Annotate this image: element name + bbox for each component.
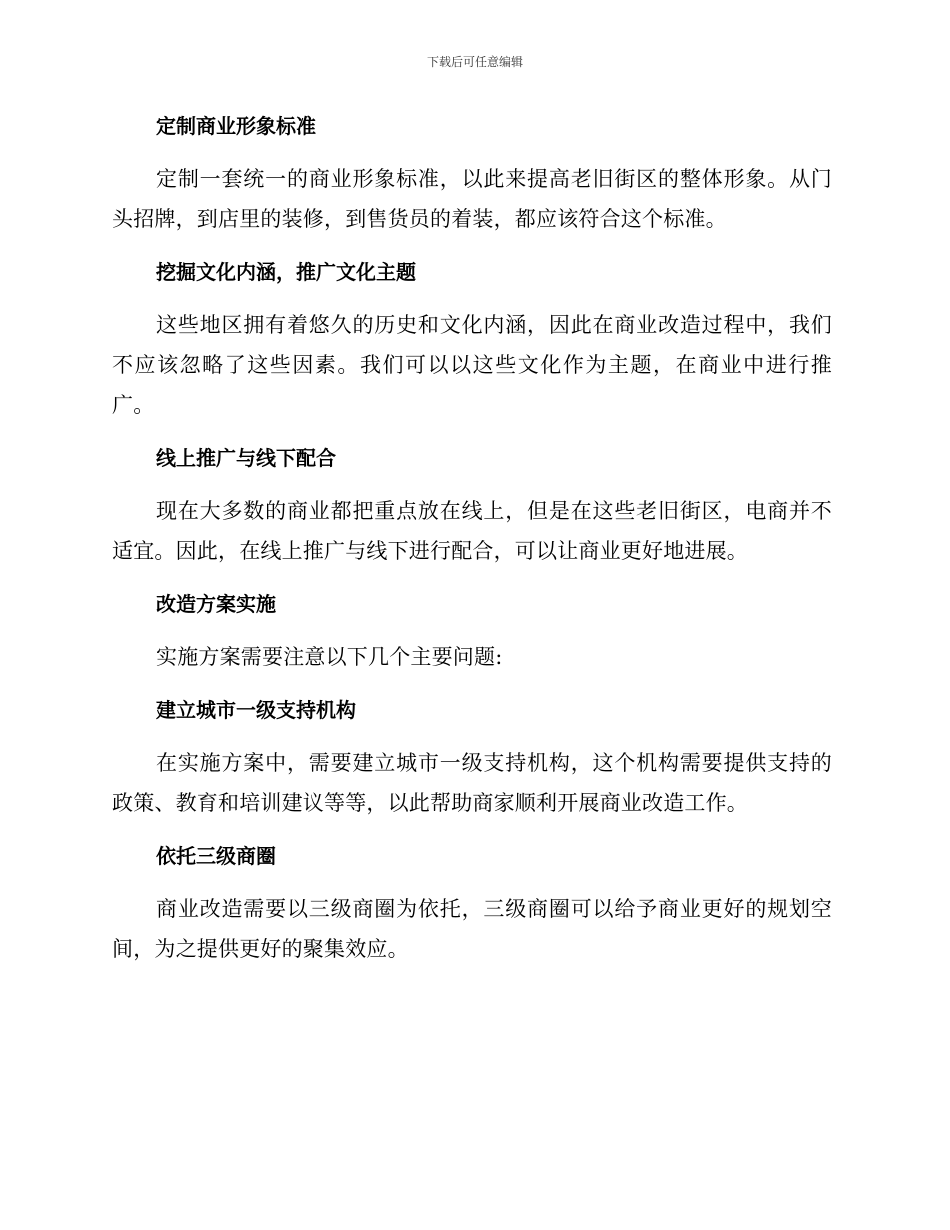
section-heading-implementation: 改造方案实施 — [156, 592, 276, 616]
section-heading-business-circle: 依托三级商圈 — [156, 844, 276, 868]
section-body-implementation: 实施方案需要注意以下几个主要问题: — [156, 645, 503, 669]
section-body-business-circle: 商业改造需要以三级商圈为依托，三级商圈可以给予商业更好的规划空间，为之提供更好的聚集效应。 — [112, 897, 832, 961]
section-body-online-offline: 现在大多数的商业都把重点放在线上，但是在这些老旧街区，电商并不适宜。因此，在线上推广与线下进行配合，可以让商业更好地进展。 — [112, 499, 832, 563]
section-heading-culture-theme: 挖掘文化内涵，推广文化主题 — [156, 260, 416, 284]
page-header: 下载后可任意编辑 — [426, 55, 523, 69]
section-body-culture-theme: 这些地区拥有着悠久的历史和文化内涵，因此在商业改造过程中，我们不应该忽略了这些因素。我们可以以这些文化作为主题，在商业中进行推广。 — [112, 313, 832, 417]
document-body — [112, 106, 832, 982]
section-heading-online-offline: 线上推广与线下配合 — [156, 446, 336, 470]
section-body-support-agency: 在实施方案中，需要建立城市一级支持机构，这个机构需要提供支持的政策、教育和培训建议等等，以此帮助商家顺利开展商业改造工作。 — [112, 751, 832, 815]
section-heading-support-agency: 建立城市一级支持机构 — [156, 698, 356, 722]
section-heading-brand-standard: 定制商业形象标准 — [156, 114, 316, 138]
section-body-brand-standard: 定制一套统一的商业形象标准，以此来提高老旧街区的整体形象。从门头招牌，到店里的装修，到售货员的着装，都应该符合这个标准。 — [112, 167, 832, 231]
